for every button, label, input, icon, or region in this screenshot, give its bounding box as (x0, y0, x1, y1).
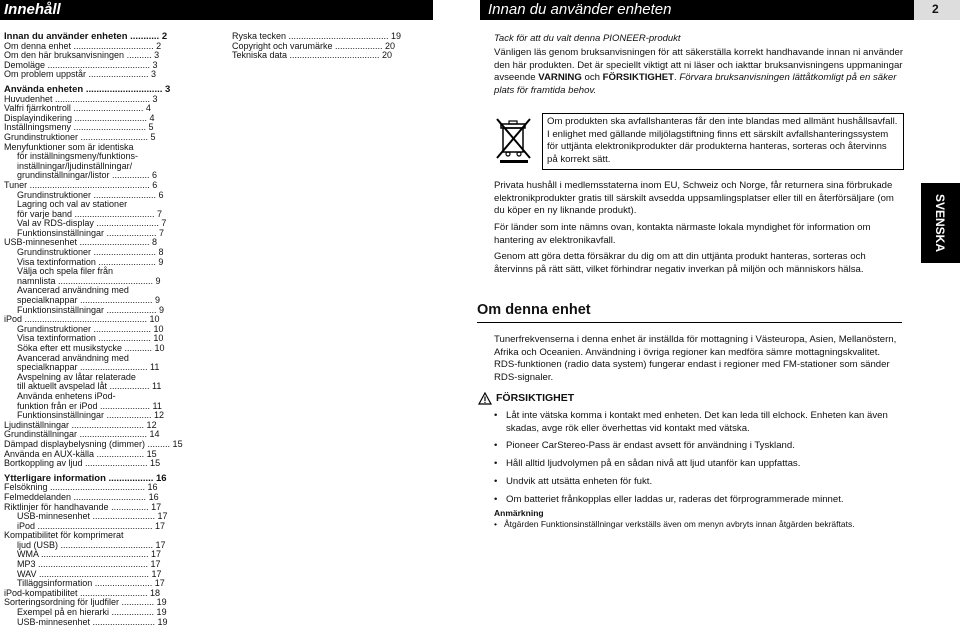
paragraph-tuner: Tunerfrekvenserna i denna enhet är inställda för mottagning i Västeuropa, Asien, Mellanöstern, Afrika och Oceanien. Användning i övriga regioner kan medföra sämre mottagningskvalitet. RDS-funktionen (radio data system) fungerar endast i regioner med FM-stationer som sänder RDS-signaler. (494, 334, 897, 384)
toc-entry: ● WAV ............................................ 17 (4, 570, 209, 580)
toc-entry: Om problem uppstår ........................ 3 (4, 69, 157, 80)
intro-text: Vänligen läs genom bruksanvisningen för att säkerställa korrekt handhavande innan ni använder den här produkten. Det är speciellt viktigt att ni läser och iakttar bruksanvisningens uppmaningar avseende (494, 47, 904, 84)
toc-entry: ● Visa textinformation ....................... 9 (4, 258, 209, 268)
toc-entry: ● iPod .............................................. 17 (4, 522, 209, 532)
caution-heading: FÖRSIKTIGHET (496, 392, 575, 404)
toc-entry: Innan du använder enheten ........... 2 (4, 31, 168, 42)
toc-entry: Sorteringsordning för ljudfiler ............. 19 (4, 597, 167, 608)
toc-entry: Riktlinjer för handhavande ............... 17 (4, 501, 162, 512)
toc-entry: Tekniska data .................................... 20 (232, 50, 393, 61)
list-item: • Pioneer CarStereo-Pass är endast avsett för användning i Tyskland. (494, 440, 904, 453)
toc-entry: Displayindikering ............................. 4 (4, 112, 155, 123)
toc-entry: ● Grundinstruktioner ....................... 10 (4, 325, 209, 335)
language-label: SVENSKA (933, 193, 947, 253)
toc-column-1 (4, 32, 209, 627)
toc-entry: ● WMA ........................................... 17 (4, 550, 209, 560)
intro-end: . (674, 72, 680, 84)
section-title: Innan du använder enheten (488, 1, 672, 18)
toc-entry: Tuner ................................................ 6 (4, 179, 158, 190)
intro-och: och (581, 72, 603, 84)
paragraph-eu-return: Privata hushåll i medlemsstaterna inom EU, Schweiz och Norge, får returnera sina förbrukade elektronikprodukter gratis till särskilt avsedda uppsamlingsplatser eller till en återförsäljare (om du köper en ny liknande produkt). (494, 180, 894, 217)
weee-notice-box: Om produkten ska avfallshanteras får den inte blandas med allmänt hushållsavfall. I enlighet med gällande miljölagstiftning finns ett särskilt avfallshanteringssystem för uttjänta elektronikprodukter där produkterna hanteras, sorteras och återvinns på korrekt sätt. (542, 113, 904, 170)
toc-entry: Felmeddelanden ............................. 16 (4, 491, 159, 502)
toc-entry: Menyfunktioner som är identiska (4, 141, 134, 152)
toc-entry: Huvudenhet ...................................... 3 (4, 93, 158, 104)
toc-entry: Dämpad displaybelysning (dimmer) ......... 15 (4, 438, 183, 449)
caution-list (494, 410, 904, 511)
toc-entry: Grundinställningar ........................... 14 (4, 429, 160, 440)
page-number: 2 (932, 2, 939, 16)
toc-entry: grundinställningar/listor ............... 6 (17, 170, 158, 181)
toc-header-bar (0, 0, 433, 20)
toc-entry: specialknappar ........................... 11 (17, 362, 160, 373)
toc-entry: ● MP3 ............................................ 17 (4, 560, 209, 570)
toc-entry: ● Avancerad användning med (4, 354, 209, 364)
toc-entry: ● Exempel på en hierarki ................. 19 (4, 608, 209, 618)
toc-entry: Ytterligare information ................. 16 (4, 472, 167, 484)
language-tab (921, 183, 960, 263)
toc-entry: ● Grundinstruktioner ......................... 8 (4, 248, 209, 258)
toc-entry: Använda enheten ............................. 3 (4, 83, 171, 95)
note-heading: Anmärkning (494, 508, 544, 518)
toc-entry: ● Tilläggsinformation ....................... 17 (4, 579, 209, 589)
toc-entry: USB-minnesenhet ............................ 8 (4, 237, 158, 248)
toc-entry: ● Välja och spela filer från (4, 267, 209, 277)
list-item: • Låt inte vätska komma i kontakt med enheten. Det kan leda till elchock. Enheten kan även skadas, avge rök eller överhettas vid kontakt med vätska. (494, 410, 904, 435)
toc-entry: ● Funktionsinställningar .................... 9 (4, 306, 209, 316)
toc-entry: inställningar/ljudinställningar/ (17, 160, 133, 171)
section-header-bar (480, 0, 914, 20)
toc-entry: Använda en AUX-källa ................... 15 (4, 448, 157, 459)
thank-you-line: Tack för att du valt denna PIONEER-produkt (494, 33, 681, 44)
toc-entry: ● USB-minnesenhet ......................... 17 (4, 512, 209, 522)
paragraph-other-countries: För länder som inte nämns ovan, kontakta närmaste lokala myndighet för information om hantering av elektronikavfall. (494, 222, 871, 246)
toc-entry: ● Lagring och val av stationer (4, 200, 209, 210)
toc-column-2 (232, 32, 432, 61)
toc-entry: ● Avspelning av låtar relaterade (4, 373, 209, 383)
toc-title: Innehåll (4, 1, 61, 18)
list-item: • Undvik att utsätta enheten för fukt. (494, 476, 904, 489)
weee-bin-icon (494, 116, 534, 164)
toc-entry: ● Grundinstruktioner ......................... 6 (4, 191, 209, 201)
toc-entry: ● USB-minnesenhet ......................... 19 (4, 618, 209, 628)
toc-entry: Felsökning ...................................... 16 (4, 482, 158, 493)
toc-entry: Valfri fjärrkontroll ............................ 4 (4, 103, 151, 114)
toc-entry: Copyright och varumärke ................... 20 (232, 40, 396, 51)
toc-entry: ● Visa textinformation ..................... 10 (4, 334, 209, 344)
note-text: • Åtgärden Funktionsinställningar verkställs även om menyn avbryts innan åtgärden bekräftats. (494, 519, 904, 530)
page-number-box (914, 0, 960, 20)
toc-entry: ● Avancerad användning med (4, 286, 209, 296)
toc-entry: Bortkoppling av ljud ......................... 15 (4, 458, 161, 469)
toc-entry: ● Söka efter ett musikstycke ........... 10 (4, 344, 209, 354)
toc-entry: funktion från er iPod .................... 11 (17, 400, 162, 411)
section-heading: Om denna enhet (477, 302, 591, 318)
toc-entry: ● Val av RDS-display ......................... 7 (4, 219, 209, 229)
toc-entry: ● Använda enhetens iPod- (4, 392, 209, 402)
warning-triangle-icon (478, 392, 492, 405)
intro-paragraph (494, 47, 904, 98)
section-rule (477, 322, 902, 323)
toc-entry: Ljudinställningar ............................. 12 (4, 419, 157, 430)
toc-entry: ● Funktionsinställningar .................... 7 (4, 229, 209, 239)
toc-entry: Om denna enhet ................................ 2 (4, 40, 162, 51)
warning-keyword: VARNING (538, 72, 582, 84)
toc-entry: Kompatibilitet för komprimerat (4, 530, 124, 541)
toc-entry: Grundinstruktioner ........................... 5 (4, 131, 156, 142)
list-item: • Håll alltid ljudvolymen på en sådan nivå att ljud utanför kan uppfattas. (494, 458, 904, 471)
toc-entry: namnlista ...................................... 9 (17, 275, 161, 286)
toc-entry: iPod ................................................. 10 (4, 314, 160, 325)
paragraph-recycling: Genom att göra detta försäkrar du dig om att din uttjänta produkt hanteras, sorteras och återvinns på rätt sätt, vilket förhindrar negativ inverkan på miljön och människors hälsa. (494, 251, 866, 275)
toc-entry: till aktuellt avspelad låt ................ 11 (17, 381, 162, 392)
toc-entry: ljud (USB) ..................................... 17 (17, 539, 166, 550)
toc-entry: ● Funktionsinställningar .................. 12 (4, 411, 209, 421)
toc-entry: Om den här bruksanvisningen .......... 3 (4, 50, 160, 61)
toc-entry: iPod-kompatibilitet ........................... 18 (4, 587, 161, 598)
intro-italic: Förvara bruksanvisningen lättåtkomligt på en säker plats för framtida behov. (494, 72, 897, 97)
toc-entry: för varje band ................................ 7 (17, 208, 163, 219)
toc-entry: för inställningsmeny/funktions- (17, 151, 139, 162)
toc-entry: Demoläge ......................................... 3 (4, 59, 158, 70)
list-item: • Om batteriet frånkopplas eller laddas ur, raderas det förprogrammerade minnet. (494, 494, 904, 507)
toc-entry: Ryska tecken ........................................ 19 (232, 31, 402, 41)
caution-keyword: FÖRSIKTIGHET (602, 72, 675, 84)
toc-entry: Inställningsmeny ............................. 5 (4, 122, 154, 133)
toc-entry: specialknappar ............................. 9 (17, 295, 161, 306)
